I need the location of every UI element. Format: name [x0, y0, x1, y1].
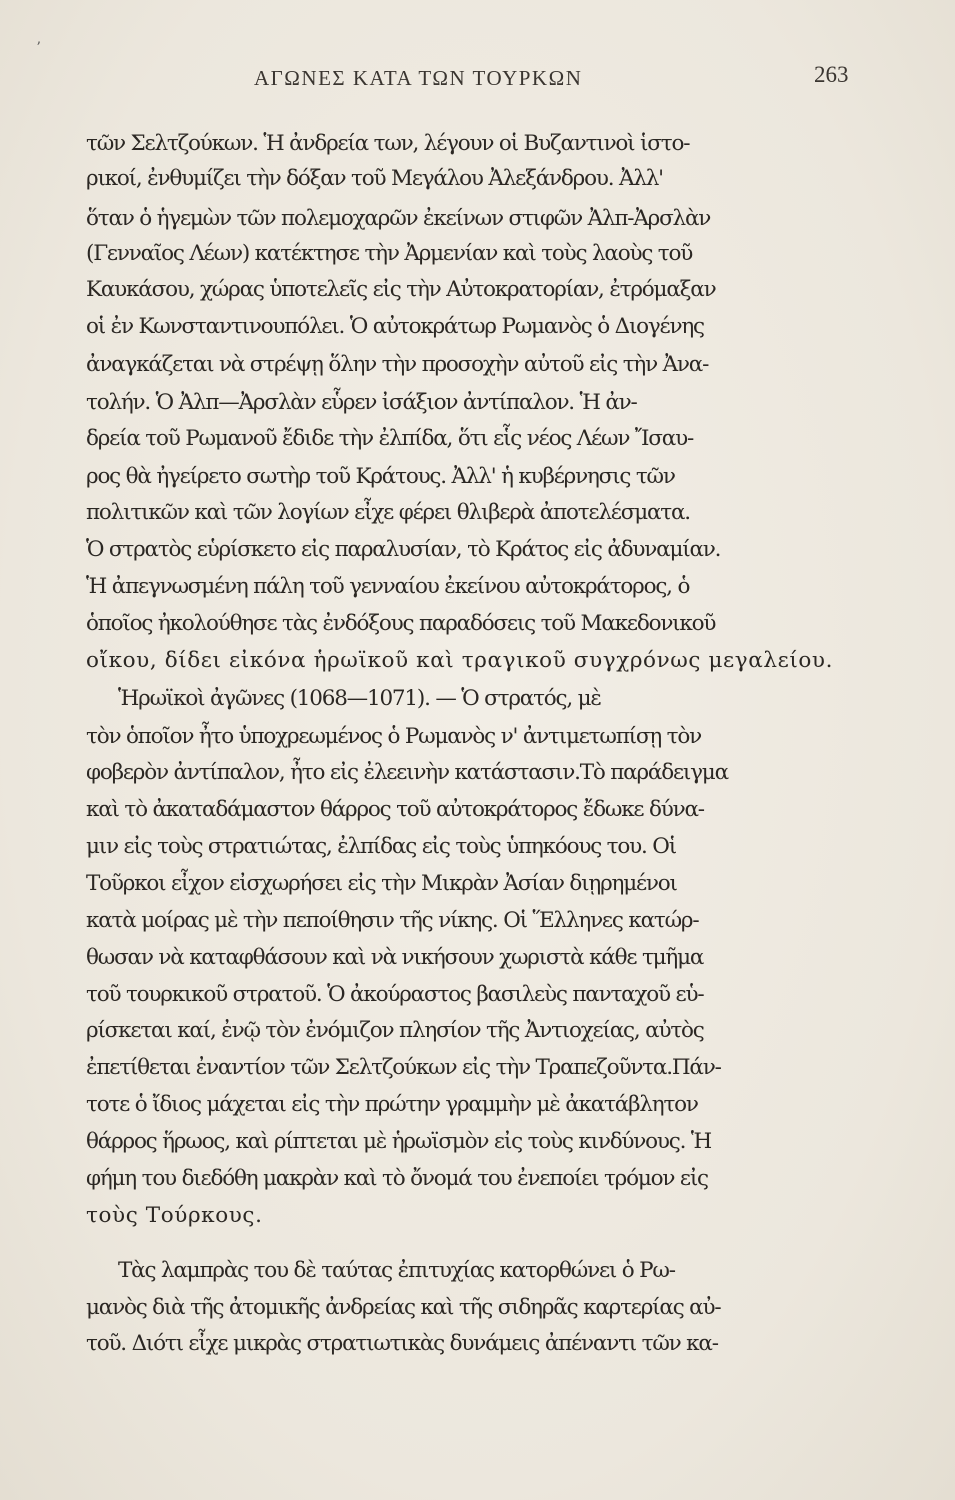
- text-line: τοῦ τουρκικοῦ στρατοῦ. Ὁ ἀκούραστος βασιλεὺς πανταχοῦ εὑ-: [86, 982, 704, 1007]
- text-line: Τὰς λαμπρὰς του δὲ ταύτας ἐπιτυχίας κατορθώνει ὁ Ρω-: [118, 1258, 675, 1283]
- text-line: φοβερὸν ἀντίπαλον, ἦτο εἰς ἐλεεινὴν κατάστασιν.Τὸ παράδειγμα: [86, 760, 728, 785]
- text-line: ρος θὰ ἠγείρετο σωτὴρ τοῦ Κράτους. Ἀλλ' ἡ κυβέρνησις τῶν: [86, 464, 675, 489]
- text-line: τολήν. Ὁ Ἀλπ—Ἀρσλὰν εὗρεν ἰσάξιον ἀντίπαλον. Ἡ ἀν-: [86, 390, 637, 415]
- text-line: μανὸς διὰ τῆς ἀτομικῆς ἀνδρείας καὶ τῆς σιδηρᾶς καρτερίας αὐ-: [86, 1295, 721, 1320]
- text-line: ὅταν ὁ ἡγεμὼν τῶν πολεμοχαρῶν ἐκείνων στιφῶν Ἀλπ-Ἀρσλὰν: [86, 206, 711, 231]
- text-line: ἐπετίθεται ἐναντίον τῶν Σελτζούκων εἰς τὴν Τραπεζοῦντα.Πάν-: [86, 1055, 721, 1080]
- text-line: οἱ ἐν Κωνσταντινουπόλει. Ὁ αὐτοκράτωρ Ρωμανὸς ὁ Διογένης: [86, 314, 704, 339]
- text-line: Τοῦρκοι εἶχον εἰσχωρήσει εἰς τὴν Μικρὰν Ἀσίαν διῃρημένοι: [86, 871, 677, 896]
- text-line: ἀναγκάζεται νὰ στρέψῃ ὅλην τὴν προσοχὴν αὐτοῦ εἰς τὴν Ἀνα-: [86, 352, 709, 377]
- text-line: οἴκου, δίδει εἰκόνα ἡρωϊκοῦ καὶ τραγικοῦ συγχρόνως μεγαλείου.: [86, 648, 834, 673]
- text-line: θωσαν νὰ καταφθάσουν καὶ νὰ νικήσουν χωριστὰ κάθε τμῆμα: [86, 945, 704, 970]
- text-line: ὁποῖος ἠκολούθησε τὰς ἐνδόξους παραδόσεις τοῦ Μακεδονικοῦ: [86, 611, 716, 636]
- text-line: (Γενναῖος Λέων) κατέκτησε τὴν Ἀρμενίαν καὶ τοὺς λαοὺς τοῦ: [86, 241, 693, 266]
- text-line: Ὁ στρατὸς εὑρίσκετο εἰς παραλυσίαν, τὸ Κράτος εἰς ἀδυναμίαν.: [86, 537, 721, 562]
- text-line: Καυκάσου, χώρας ὑποτελεῖς εἰς τὴν Αὐτοκρατορίαν, ἐτρόμαξαν: [86, 277, 716, 302]
- text-line: μιν εἰς τοὺς στρατιώτας, ἐλπίδας εἰς τοὺς ὑπηκόους του. Οἱ: [86, 834, 676, 859]
- text-line: τῶν Σελτζούκων. Ἡ ἀνδρεία των, λέγουν οἱ Βυζαντινοὶ ἱστο-: [86, 131, 690, 156]
- text-line: καὶ τὸ ἀκαταδάμαστον θάρρος τοῦ αὐτοκράτορος ἔδωκε δύνα-: [86, 797, 704, 822]
- text-line: τοὺς Τούρκους.: [86, 1203, 263, 1228]
- text-line: Ἡ ἀπεγνωσμένη πάλη τοῦ γενναίου ἐκείνου αὐτοκράτορος, ὁ: [86, 574, 690, 599]
- page-number: 263: [814, 62, 849, 87]
- text-line: τοτε ὁ ἴδιος μάχεται εἰς τὴν πρώτην γραμμὴν μὲ ἀκατάβλητον: [86, 1092, 698, 1117]
- margin-mark: ʼ: [36, 40, 41, 56]
- text-line: ρικοί, ἐνθυμίζει τὴν δόξαν τοῦ Μεγάλου Ἀλεξάνδρου. Ἀλλ': [86, 166, 663, 191]
- text-line: φήμη του διεδόθη μακρὰν καὶ τὸ ὄνομά του ἐνεποίει τρόμον εἰς: [86, 1166, 708, 1191]
- text-line: δρεία τοῦ Ρωμανοῦ ἔδιδε τὴν ἐλπίδα, ὅτι εἷς νέος Λέων Ἴσαυ-: [86, 426, 694, 451]
- text-line: τοῦ. Διότι εἶχε μικρὰς στρατιωτικὰς δυνάμεις ἀπέναντι τῶν κα-: [86, 1331, 718, 1356]
- running-title: ΑΓΩΝΕΣ ΚΑΤΑ ΤΩΝ ΤΟΥΡΚΩΝ: [254, 66, 583, 90]
- text-line: πολιτικῶν καὶ τῶν λογίων εἶχε φέρει θλιβερὰ ἀποτελέσματα.: [86, 500, 690, 525]
- text-line: κατὰ μοίρας μὲ τὴν πεποίθησιν τῆς νίκης. Οἱ Ἕλληνες κατώρ-: [86, 908, 699, 933]
- text-line: τὸν ὁποῖον ἦτο ὑποχρεωμένος ὁ Ρωμανὸς ν' ἀντιμετωπίσῃ τὸν: [86, 724, 701, 749]
- text-line: θάρρος ἥρωος, καὶ ρίπτεται μὲ ἡρωϊσμὸν εἰς τοὺς κινδύνους. Ἡ: [86, 1129, 712, 1154]
- text-line: Ἡρωϊκοὶ ἀγῶνες (1068—1071). — Ὁ στρατός, μὲ: [118, 686, 601, 711]
- text-line: ρίσκεται καί, ἐνῷ τὸν ἐνόμιζον πλησίον τῆς Ἀντιοχείας, αὐτὸς: [86, 1018, 704, 1043]
